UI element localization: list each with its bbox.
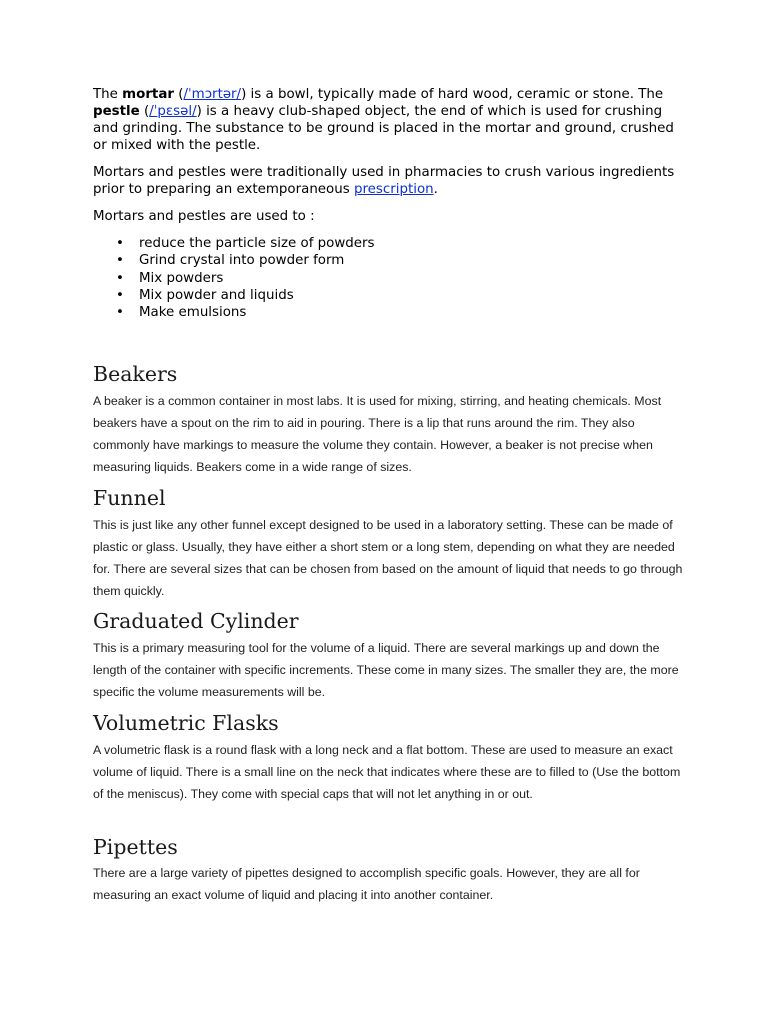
bullet-icon: • [116, 253, 124, 269]
text-span: ( [139, 104, 150, 119]
intro-paragraph-definition [93, 86, 683, 154]
list-item-text: Make emulsions [139, 305, 247, 321]
list-item [93, 270, 683, 287]
bullet-icon: • [116, 236, 124, 251]
list-item [93, 235, 683, 252]
bullet-icon: • [116, 305, 124, 321]
list-item [93, 304, 683, 321]
intro-paragraph-history [93, 164, 683, 198]
bullet-icon: • [116, 270, 124, 286]
list-item-text: Mix powders [139, 270, 224, 286]
text-span: Mortars and pestles were traditionally used in pharmacies to crush various ingredients prior to preparing an extemporaneous [93, 165, 675, 197]
term-pestle: pestle [93, 104, 140, 119]
uses-list [93, 235, 683, 321]
section-heading-beakers: Beakers [93, 362, 178, 386]
section-body-graduated-cylinder: This is a primary measuring tool for the volume of a liquid. There are several markings up and down the length of the container with specific increments. These come in many sizes. The smaller they are, the more specific the volume measurements will be. [93, 641, 679, 699]
section-body-pipettes: There are a large variety of pipettes designed to accomplish specific goals. However, they are all for measuring an exact volume of liquid and placing it into another container. [93, 866, 640, 902]
list-item [93, 252, 683, 269]
text-span: ) is a bowl, typically made of hard wood, ceramic or stone. The [241, 87, 664, 102]
text-span: The [93, 87, 123, 102]
list-item-text: reduce the particle size of powders [139, 236, 375, 251]
list-item [93, 287, 683, 304]
section-heading-funnel: Funnel [93, 486, 166, 510]
section-body-funnel: This is just like any other funnel except designed to be used in a laboratory setting. These can be made of plastic or glass. Usually, they have either a short stem or a long stem, depending on what they are needed for. There are several sizes that can be chosen from based on the amount of liquid that needs to go through them quickly. [93, 518, 683, 598]
intro-paragraph-uses-label: Mortars and pestles are used to : [93, 209, 315, 224]
section-body-beakers: A beaker is a common container in most labs. It is used for mixing, stirring, and heating chemicals. Most beakers have a spout on the rim to aid in pouring. There is a lip that runs around the rim. They also commonly have markings to measure the volume they contain. However, a beaker is not precise when measuring liquids. Beakers come in a wide range of sizes. [93, 394, 662, 474]
prescription-link[interactable]: prescription [353, 182, 434, 197]
text-span: . [433, 182, 438, 197]
term-mortar: mortar [122, 87, 174, 102]
section-heading-graduated-cylinder: Graduated Cylinder [93, 609, 299, 633]
list-item-text: Grind crystal into powder form [139, 253, 345, 269]
section-heading-volumetric-flasks: Volumetric Flasks [93, 711, 279, 735]
text-span: ( [173, 87, 184, 102]
mortar-pestle-intro [93, 86, 683, 321]
text-span: ) is a heavy club-shaped object, the end of which is used for crushing and grinding. The substance to be ground is placed in the mortar and ground, crushed or mixed with the pestle. [93, 104, 674, 153]
section-heading-pipettes: Pipettes [93, 835, 178, 859]
mortar-pronunciation-link[interactable]: /ˈmɔrtər/ [183, 87, 242, 102]
section-body-volumetric-flasks: A volumetric flask is a round flask with a long neck and a flat bottom. These are used to measure an exact volume of liquid. There is a small line on the neck that indicates where these are to filled to (Use the bottom of the meniscus). They come with special caps that will not let anything in or out. [93, 743, 681, 801]
bullet-icon: • [116, 287, 124, 303]
list-item-text: Mix powder and liquids [139, 287, 294, 303]
pestle-pronunciation-link[interactable]: /ˈpɛsəl/ [149, 104, 197, 119]
